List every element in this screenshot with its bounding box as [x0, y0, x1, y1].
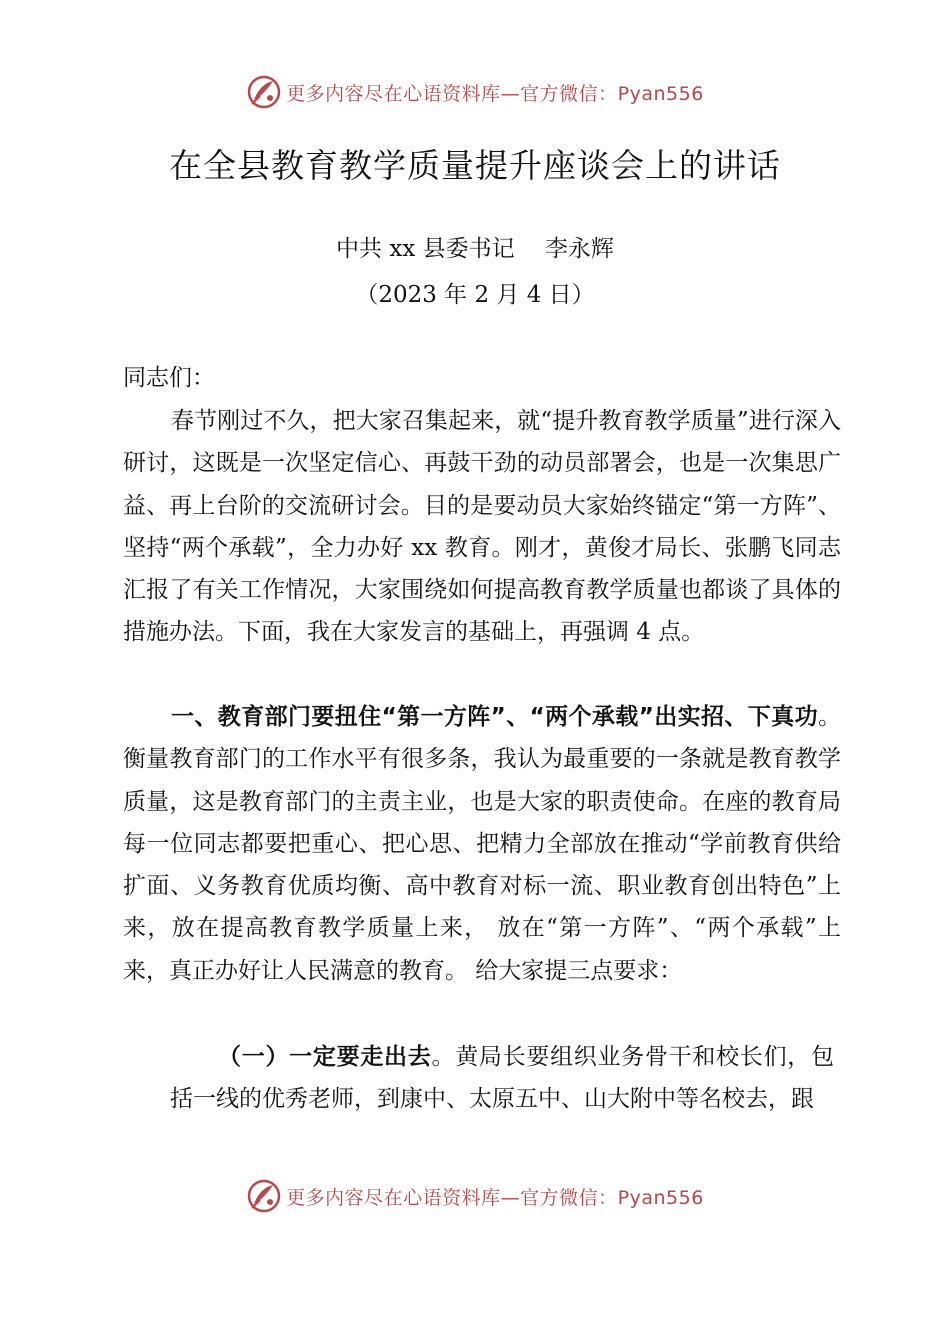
bottom-watermark-banner [0, 1176, 950, 1216]
section-heading: 一、教育部门要扭住“第一方阵”、“两个承载”出实招、下真功 [171, 704, 818, 730]
paragraph-section-1 [123, 696, 841, 992]
paragraph-intro: 春节刚过不久，把大家召集起来，就“提升教育教学质量”进行深入研讨，这既是一次坚定信心、再鼓干劲的动员部署会，也是一次集思广益、再上台阶的交流研讨会。目的是要动员大家始终锚定“第一方阵”、坚持“两个承载”，全力办好 xx 教育。刚才，黄俊才局长、张鹏飞同志汇报了有关工作情况，大家围绕如何提高教育教学质量也都谈了具体的措施办法。下面，我在大家发言的基础上，再强调 4 点。 [123, 408, 841, 646]
section-body: 。衡量教育部门的工作水平有很多条，我认为最重要的一条就是教育教学质量，这是教育部门的主责主业，也是大家的职责使命。在座的教育局每一位同志都要把重心、把心思、把精力全部放在推动“学前教育供给扩面、义务教育优质均衡、高中教育对标一流、职业教育创出特色”上来，放在提高教育教学质量上来， 放在“第一方阵”、“两个承载”上来，真正办好让人民满意的教育。 给大家提三点要求： [123, 704, 841, 984]
watermark-text: 更多内容尽在心语资料库—官方微信：Pyan556 [286, 82, 704, 105]
subsection-body: 。黄局长要组织业务骨干和校长们，包括一线的优秀老师，到康中、太原五中、山大附中等名校去，跟 [170, 1044, 835, 1113]
subsection-heading: （一）一定要走出去 [218, 1044, 432, 1070]
document-author: 中共 xx 县委书记 李永辉 [336, 236, 614, 262]
document-date: （2023 年 2 月 4 日） [355, 282, 595, 308]
salutation: 同志们： [123, 365, 215, 391]
document-title: 在全县教育教学质量提升座谈会上的讲话 [169, 146, 781, 185]
paragraph-subsection-1 [170, 1036, 834, 1121]
top-watermark-banner [0, 72, 950, 112]
watermark-text: 更多内容尽在心语资料库—官方微信：Pyan556 [286, 1186, 704, 1209]
pen-logo-icon [246, 74, 282, 110]
pen-logo-icon [246, 1178, 282, 1214]
